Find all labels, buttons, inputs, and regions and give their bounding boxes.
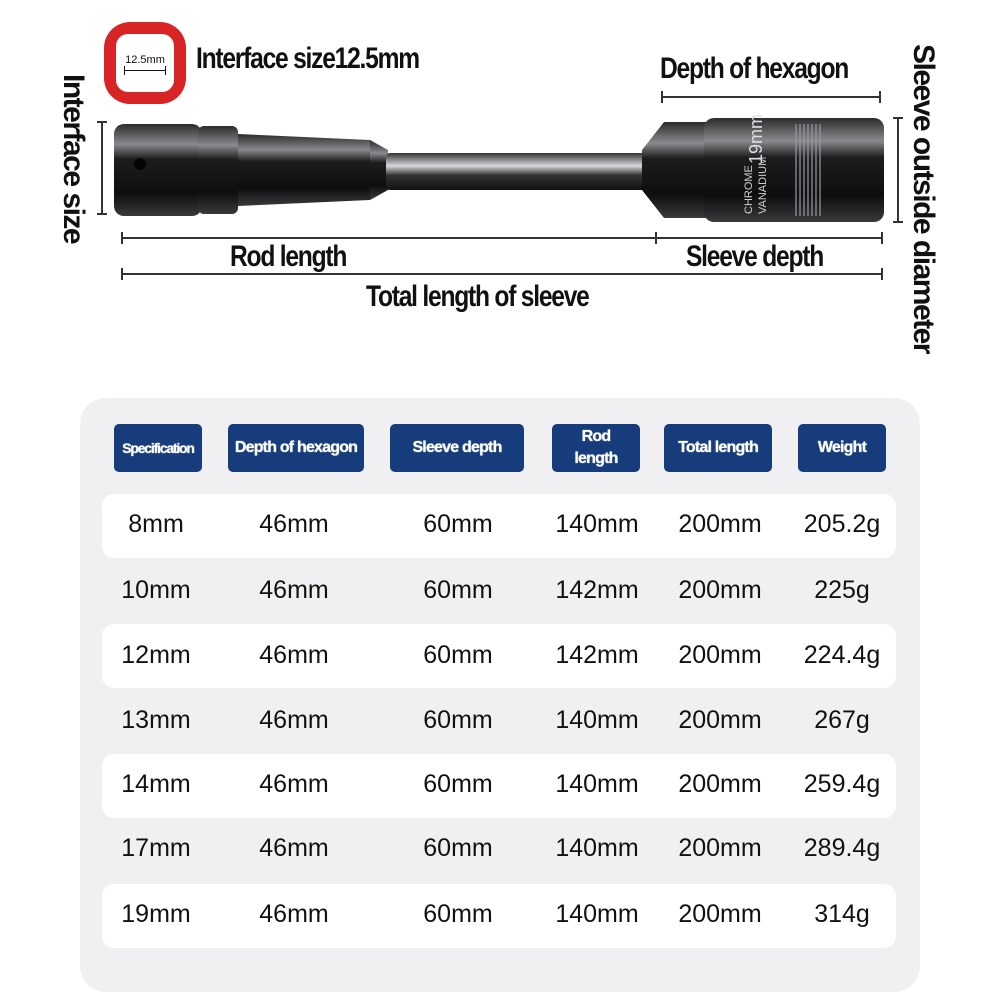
cell-depth-of-hexagon: 46mm [259, 834, 329, 862]
cell-specification: 19mm [121, 900, 191, 928]
cell-rod-length: 140mm [555, 834, 639, 862]
cell-rod-length: 142mm [555, 576, 639, 604]
cell-total-length: 200mm [678, 706, 762, 734]
interface-size-dimension [97, 122, 107, 214]
header-weight: Weight [798, 424, 886, 472]
cell-depth-of-hexagon: 46mm [259, 641, 329, 669]
cell-rod-length: 140mm [555, 770, 639, 798]
sleeve-outside-diameter-label: Sleeve outside diameter [907, 44, 940, 353]
cell-weight: 267g [814, 706, 870, 734]
cell-specification: 10mm [121, 576, 191, 604]
cell-depth-of-hexagon: 46mm [259, 706, 329, 734]
header-rod-length: Rod length [552, 424, 640, 472]
cell-sleeve-depth: 60mm [423, 510, 493, 538]
cell-sleeve-depth: 60mm [423, 641, 493, 669]
cell-sleeve-depth: 60mm [423, 900, 493, 928]
cell-depth-of-hexagon: 46mm [259, 900, 329, 928]
cell-sleeve-depth: 60mm [423, 834, 493, 862]
outside-diameter-dimension [893, 118, 903, 222]
interface-size-label: Interface size [57, 74, 90, 244]
cell-depth-of-hexagon: 46mm [259, 510, 329, 538]
cell-total-length: 200mm [678, 641, 762, 669]
socket-size-mark: 19mm [746, 113, 766, 164]
cell-total-length: 200mm [678, 770, 762, 798]
cell-total-length: 200mm [678, 900, 762, 928]
cell-weight: 259.4g [803, 770, 881, 798]
interface-size-title: Interface size12.5mm [196, 42, 419, 75]
cell-weight: 314g [814, 900, 870, 928]
rod [386, 153, 658, 190]
cell-weight: 289.4g [803, 834, 881, 862]
header-sleeve-depth: Sleeve depth [390, 424, 524, 472]
cell-total-length: 200mm [678, 834, 762, 862]
rod-length-label: Rod length [230, 240, 347, 273]
cell-rod-length: 140mm [555, 900, 639, 928]
cell-depth-of-hexagon: 46mm [259, 770, 329, 798]
cell-rod-length: 142mm [555, 641, 639, 669]
cell-specification: 14mm [121, 770, 191, 798]
cell-sleeve-depth: 60mm [423, 706, 493, 734]
depth-of-hexagon-label: Depth of hexagon [660, 52, 849, 85]
engraving-chrome: CHROME [743, 165, 755, 214]
cell-specification: 12mm [121, 641, 191, 669]
cell-specification: 17mm [121, 834, 191, 862]
sleeve-depth-label: Sleeve depth [686, 240, 824, 273]
cell-weight: 205.2g [803, 510, 881, 538]
header-specification: Specification [114, 424, 202, 472]
cell-depth-of-hexagon: 46mm [259, 576, 329, 604]
interface-badge-text: 12.5mm [125, 54, 165, 66]
cell-sleeve-depth: 60mm [423, 576, 493, 604]
cell-rod-length: 140mm [555, 510, 639, 538]
cell-sleeve-depth: 60mm [423, 770, 493, 798]
drive-end [114, 124, 388, 216]
cell-total-length: 200mm [678, 576, 762, 604]
cell-weight: 224.4g [803, 641, 881, 669]
header-depth-of-hexagon: Depth of hexagon [228, 424, 364, 472]
engraving-vanadium: VANADIUM [757, 156, 769, 214]
depth-of-hexagon-dimension [662, 91, 880, 103]
cell-rod-length: 140mm [555, 706, 639, 734]
cell-specification: 13mm [121, 706, 191, 734]
knurl-marks [796, 124, 820, 216]
cell-total-length: 200mm [678, 510, 762, 538]
header-total-length: Total length [664, 424, 772, 472]
cell-weight: 225g [814, 576, 870, 604]
cell-specification: 8mm [128, 510, 184, 538]
total-length-label: Total length of sleeve [366, 280, 589, 313]
